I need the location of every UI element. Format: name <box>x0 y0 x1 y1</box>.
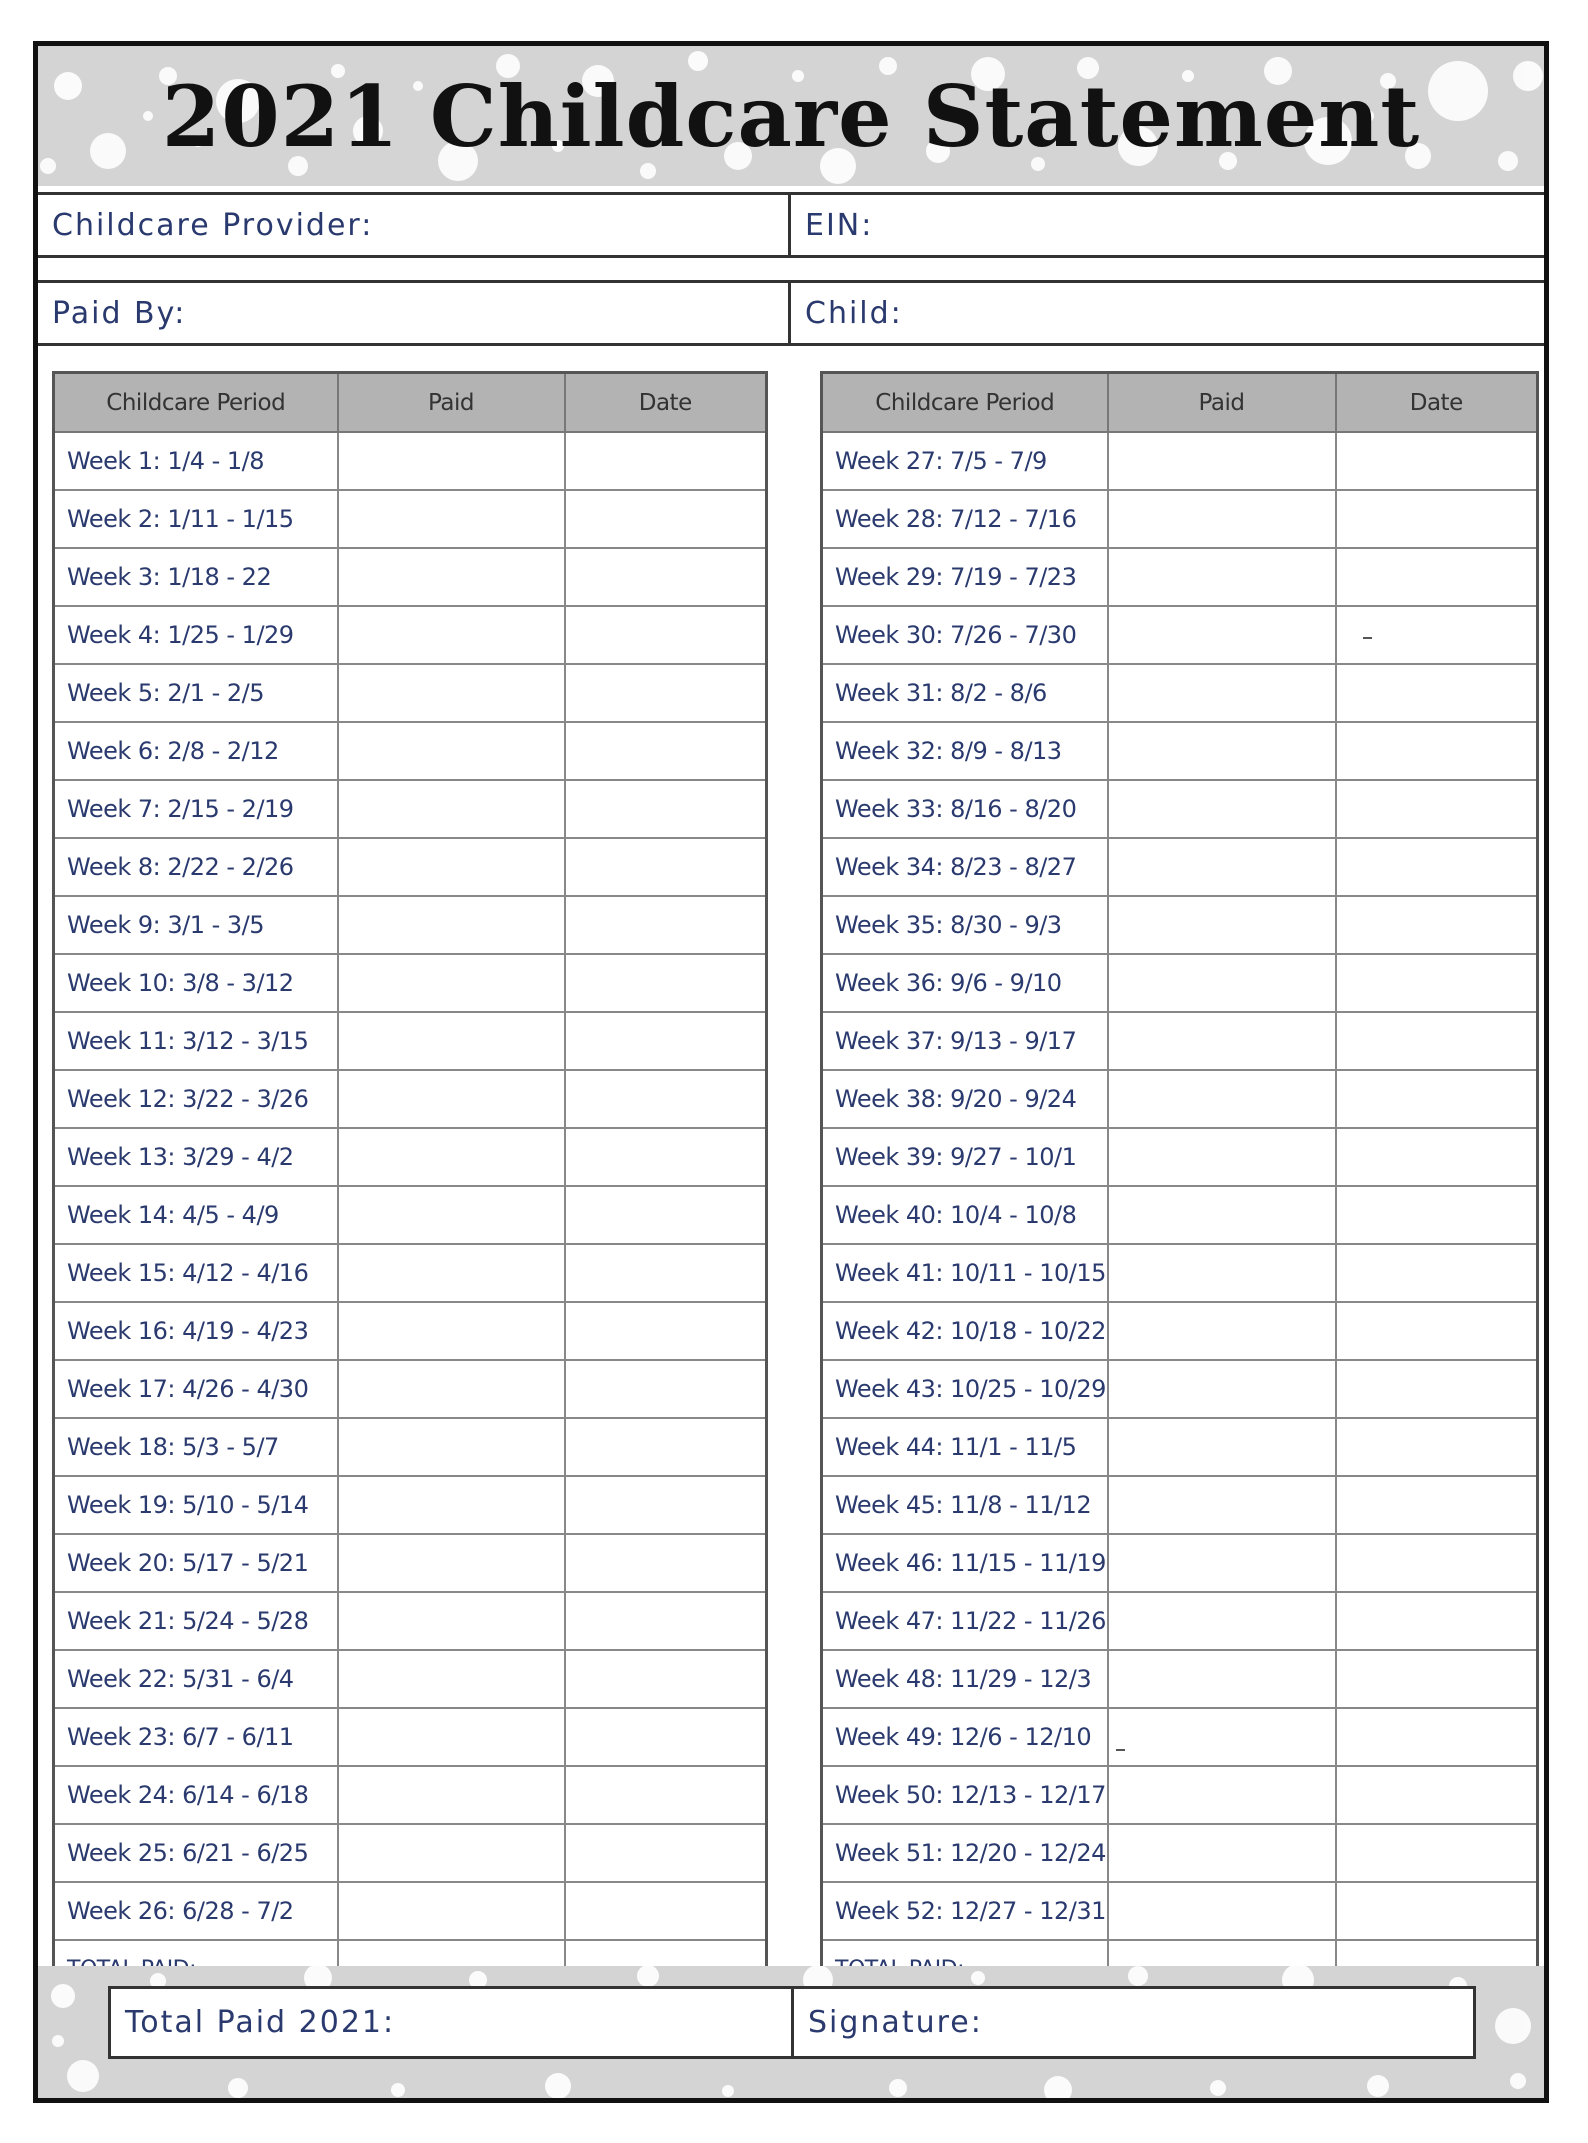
child-label: Child: <box>805 295 903 331</box>
paid-cell[interactable] <box>1108 1882 1336 1940</box>
week-period: Week 40: 10/4 - 10/8 <box>822 1186 1108 1244</box>
paid-cell[interactable] <box>338 548 565 606</box>
paid-cell[interactable] <box>338 1302 565 1360</box>
signature-field[interactable] <box>794 1989 1473 2056</box>
paid-cell[interactable] <box>1108 1302 1336 1360</box>
week-row <box>822 1070 1538 1128</box>
ein-label: EIN: <box>805 207 874 243</box>
week-period: Week 45: 11/8 - 11/12 <box>822 1476 1108 1534</box>
paid-cell[interactable] <box>338 1360 565 1418</box>
paid-cell[interactable] <box>338 606 565 664</box>
week-period: Week 21: 5/24 - 5/28 <box>54 1592 338 1650</box>
week-period: Week 25: 6/21 - 6/25 <box>54 1824 338 1882</box>
date-cell[interactable] <box>565 432 767 490</box>
date-cell[interactable] <box>1336 1012 1538 1070</box>
week-row <box>822 606 1538 664</box>
week-period: Week 17: 4/26 - 4/30 <box>54 1360 338 1418</box>
week-row <box>822 1824 1538 1882</box>
week-row <box>822 780 1538 838</box>
date-cell[interactable] <box>1336 606 1538 664</box>
paid-cell[interactable] <box>338 1882 565 1940</box>
date-cell[interactable] <box>1336 1476 1538 1534</box>
date-cell[interactable] <box>565 1302 767 1360</box>
table-header-row <box>822 373 1538 433</box>
week-row <box>54 1534 767 1592</box>
week-row <box>822 1128 1538 1186</box>
week-period: Week 27: 7/5 - 7/9 <box>822 432 1108 490</box>
date-cell[interactable] <box>1336 1882 1538 1940</box>
week-row <box>822 1418 1538 1476</box>
week-row <box>54 838 767 896</box>
week-period: Week 30: 7/26 - 7/30 <box>822 606 1108 664</box>
date-cell[interactable] <box>1336 1766 1538 1824</box>
week-row <box>822 896 1538 954</box>
date-cell[interactable] <box>1336 954 1538 1012</box>
date-cell[interactable] <box>565 722 767 780</box>
week-period: Week 41: 10/11 - 10/15 <box>822 1244 1108 1302</box>
paid-cell[interactable] <box>338 1824 565 1882</box>
week-row <box>54 1186 767 1244</box>
week-period: Week 39: 9/27 - 10/1 <box>822 1128 1108 1186</box>
date-cell[interactable] <box>565 490 767 548</box>
week-row <box>54 1302 767 1360</box>
date-cell[interactable] <box>1336 1534 1538 1592</box>
week-period: Week 5: 2/1 - 2/5 <box>54 664 338 722</box>
paid-cell[interactable] <box>338 954 565 1012</box>
paid-cell[interactable] <box>1108 1128 1336 1186</box>
paid-cell[interactable] <box>338 838 565 896</box>
week-row <box>54 780 767 838</box>
date-cell[interactable] <box>565 1070 767 1128</box>
date-cell[interactable] <box>1336 1360 1538 1418</box>
week-period: Week 13: 3/29 - 4/2 <box>54 1128 338 1186</box>
paid-cell[interactable] <box>1108 664 1336 722</box>
week-row <box>822 1534 1538 1592</box>
paid-cell[interactable] <box>1108 1360 1336 1418</box>
week-row <box>822 1244 1538 1302</box>
week-period: Week 2: 1/11 - 1/15 <box>54 490 338 548</box>
week-period: Week 38: 9/20 - 9/24 <box>822 1070 1108 1128</box>
week-row <box>54 606 767 664</box>
week-row <box>54 722 767 780</box>
week-row <box>822 1302 1538 1360</box>
week-period: Week 9: 3/1 - 3/5 <box>54 896 338 954</box>
page-title: 2021 Childcare Statement <box>161 66 1421 166</box>
week-row <box>54 548 767 606</box>
date-cell[interactable] <box>565 1244 767 1302</box>
week-row <box>822 1592 1538 1650</box>
column-header-paid: Paid <box>1108 373 1336 433</box>
total-paid-field[interactable] <box>111 1989 794 2056</box>
date-cell[interactable] <box>1336 548 1538 606</box>
paid-by-row <box>38 280 1544 346</box>
date-cell[interactable] <box>1336 1244 1538 1302</box>
date-cell[interactable] <box>565 1708 767 1766</box>
week-row <box>54 1650 767 1708</box>
date-cell[interactable] <box>565 1650 767 1708</box>
paid-cell[interactable] <box>338 1766 565 1824</box>
date-cell[interactable] <box>565 838 767 896</box>
week-period: Week 22: 5/31 - 6/4 <box>54 1650 338 1708</box>
week-period: Week 52: 12/27 - 12/31 <box>822 1882 1108 1940</box>
paid-cell[interactable] <box>338 664 565 722</box>
paid-cell[interactable] <box>338 1592 565 1650</box>
week-row <box>822 722 1538 780</box>
week-period: Week 10: 3/8 - 3/12 <box>54 954 338 1012</box>
paid-cell[interactable] <box>1108 1418 1336 1476</box>
week-period: Week 49: 12/6 - 12/10 <box>822 1708 1108 1766</box>
date-cell[interactable] <box>565 664 767 722</box>
week-period: Week 31: 8/2 - 8/6 <box>822 664 1108 722</box>
paid-cell[interactable] <box>1108 1534 1336 1592</box>
date-cell[interactable] <box>565 1882 767 1940</box>
week-row <box>54 490 767 548</box>
week-row <box>54 1766 767 1824</box>
date-cell[interactable] <box>565 1012 767 1070</box>
date-cell[interactable] <box>1336 780 1538 838</box>
paid-cell[interactable] <box>1108 548 1336 606</box>
week-row <box>822 1012 1538 1070</box>
paid-cell[interactable] <box>338 1534 565 1592</box>
paid-cell[interactable] <box>338 1244 565 1302</box>
week-row <box>54 1824 767 1882</box>
week-period: Week 11: 3/12 - 3/15 <box>54 1012 338 1070</box>
week-period: Week 1: 1/4 - 1/8 <box>54 432 338 490</box>
paid-cell[interactable] <box>1108 1708 1336 1766</box>
date-cell[interactable] <box>565 1592 767 1650</box>
week-period: Week 26: 6/28 - 7/2 <box>54 1882 338 1940</box>
week-period: Week 44: 11/1 - 11/5 <box>822 1418 1108 1476</box>
week-period: Week 33: 8/16 - 8/20 <box>822 780 1108 838</box>
week-row <box>822 1186 1538 1244</box>
week-row <box>822 1882 1538 1940</box>
column-header-period: Childcare Period <box>822 373 1108 433</box>
provider-label: Childcare Provider: <box>52 207 374 243</box>
column-header-period: Childcare Period <box>54 373 338 433</box>
paid-cell[interactable] <box>1108 954 1336 1012</box>
week-period: Week 19: 5/10 - 5/14 <box>54 1476 338 1534</box>
table-header-row <box>54 373 767 433</box>
provider-field[interactable] <box>38 195 791 255</box>
statement-sheet <box>33 41 1549 2103</box>
paid-cell[interactable] <box>338 1708 565 1766</box>
week-row <box>822 432 1538 490</box>
paid-cell[interactable] <box>1108 1070 1336 1128</box>
paid-cell[interactable] <box>1108 838 1336 896</box>
week-row <box>54 1360 767 1418</box>
paid-cell[interactable] <box>1108 1650 1336 1708</box>
paid-cell[interactable] <box>338 1476 565 1534</box>
week-period: Week 3: 1/18 - 22 <box>54 548 338 606</box>
week-row <box>822 1360 1538 1418</box>
week-period: Week 48: 11/29 - 12/3 <box>822 1650 1108 1708</box>
date-cell[interactable] <box>565 606 767 664</box>
date-cell[interactable] <box>1336 896 1538 954</box>
week-period: Week 29: 7/19 - 7/23 <box>822 548 1108 606</box>
week-row <box>822 1766 1538 1824</box>
week-period: Week 12: 3/22 - 3/26 <box>54 1070 338 1128</box>
week-row <box>822 954 1538 1012</box>
date-cell[interactable] <box>1336 722 1538 780</box>
column-header-date: Date <box>1336 373 1538 433</box>
week-row <box>54 1708 767 1766</box>
stray-mark <box>1116 1749 1125 1751</box>
date-cell[interactable] <box>1336 1418 1538 1476</box>
paid-by-field[interactable] <box>38 283 791 343</box>
paid-cell[interactable] <box>1108 1186 1336 1244</box>
week-row <box>822 548 1538 606</box>
week-period: Week 23: 6/7 - 6/11 <box>54 1708 338 1766</box>
paid-cell[interactable] <box>338 1650 565 1708</box>
week-row <box>54 1012 767 1070</box>
paid-cell[interactable] <box>338 722 565 780</box>
stray-mark <box>1363 637 1372 639</box>
week-period: Week 42: 10/18 - 10/22 <box>822 1302 1108 1360</box>
paid-cell[interactable] <box>1108 722 1336 780</box>
date-cell[interactable] <box>1336 1592 1538 1650</box>
paid-cell[interactable] <box>338 896 565 954</box>
total-paid-label: Total Paid 2021: <box>125 2005 396 2040</box>
week-row <box>822 664 1538 722</box>
week-row <box>822 838 1538 896</box>
paid-cell[interactable] <box>338 1186 565 1244</box>
week-period: Week 6: 2/8 - 2/12 <box>54 722 338 780</box>
week-period: Week 43: 10/25 - 10/29 <box>822 1360 1108 1418</box>
paid-cell[interactable] <box>338 780 565 838</box>
week-row <box>822 1650 1538 1708</box>
paid-cell[interactable] <box>1108 896 1336 954</box>
date-cell[interactable] <box>1336 432 1538 490</box>
weeks-table-jul-dec <box>820 371 1539 2000</box>
week-period: Week 8: 2/22 - 2/26 <box>54 838 338 896</box>
week-period: Week 20: 5/17 - 5/21 <box>54 1534 338 1592</box>
week-row <box>54 896 767 954</box>
week-row <box>822 1476 1538 1534</box>
week-period: Week 28: 7/12 - 7/16 <box>822 490 1108 548</box>
date-cell[interactable] <box>1336 1650 1538 1708</box>
date-cell[interactable] <box>565 1128 767 1186</box>
child-field[interactable] <box>791 283 1544 343</box>
week-period: Week 36: 9/6 - 9/10 <box>822 954 1108 1012</box>
paid-by-label: Paid By: <box>52 295 187 331</box>
provider-row <box>38 192 1544 258</box>
week-period: Week 4: 1/25 - 1/29 <box>54 606 338 664</box>
column-header-paid: Paid <box>338 373 565 433</box>
date-cell[interactable] <box>1336 838 1538 896</box>
ein-field[interactable] <box>791 195 1544 255</box>
footer-form <box>108 1986 1476 2059</box>
paid-cell[interactable] <box>1108 1244 1336 1302</box>
paid-cell[interactable] <box>338 1128 565 1186</box>
week-period: Week 35: 8/30 - 9/3 <box>822 896 1108 954</box>
week-row <box>54 1592 767 1650</box>
date-cell[interactable] <box>565 548 767 606</box>
paid-cell[interactable] <box>338 432 565 490</box>
week-period: Week 7: 2/15 - 2/19 <box>54 780 338 838</box>
date-cell[interactable] <box>1336 1708 1538 1766</box>
paid-cell[interactable] <box>1108 1766 1336 1824</box>
week-row <box>54 954 767 1012</box>
paid-cell[interactable] <box>1108 1476 1336 1534</box>
week-period: Week 18: 5/3 - 5/7 <box>54 1418 338 1476</box>
date-cell[interactable] <box>565 1766 767 1824</box>
week-period: Week 14: 4/5 - 4/9 <box>54 1186 338 1244</box>
weeks-table-jan-jun <box>52 371 768 2000</box>
date-cell[interactable] <box>1336 1824 1538 1882</box>
signature-label: Signature: <box>808 2005 983 2040</box>
date-cell[interactable] <box>565 1476 767 1534</box>
week-period: Week 37: 9/13 - 9/17 <box>822 1012 1108 1070</box>
date-cell[interactable] <box>1336 490 1538 548</box>
paid-cell[interactable] <box>338 490 565 548</box>
column-header-date: Date <box>565 373 767 433</box>
paid-cell[interactable] <box>1108 1012 1336 1070</box>
paid-cell[interactable] <box>338 1070 565 1128</box>
week-period: Week 51: 12/20 - 12/24 <box>822 1824 1108 1882</box>
week-row <box>54 1476 767 1534</box>
week-row <box>54 1882 767 1940</box>
date-cell[interactable] <box>565 1418 767 1476</box>
paid-cell[interactable] <box>338 1418 565 1476</box>
date-cell[interactable] <box>1336 1070 1538 1128</box>
week-period: Week 32: 8/9 - 8/13 <box>822 722 1108 780</box>
date-cell[interactable] <box>1336 664 1538 722</box>
paid-cell[interactable] <box>1108 780 1336 838</box>
date-cell[interactable] <box>565 954 767 1012</box>
date-cell[interactable] <box>1336 1128 1538 1186</box>
paid-cell[interactable] <box>1108 1592 1336 1650</box>
date-cell[interactable] <box>565 1824 767 1882</box>
week-period: Week 46: 11/15 - 11/19 <box>822 1534 1108 1592</box>
week-row <box>822 1708 1538 1766</box>
date-cell[interactable] <box>565 1534 767 1592</box>
week-row <box>54 664 767 722</box>
week-period: Week 16: 4/19 - 4/23 <box>54 1302 338 1360</box>
paid-cell[interactable] <box>338 1012 565 1070</box>
date-cell[interactable] <box>1336 1186 1538 1244</box>
week-period: Week 24: 6/14 - 6/18 <box>54 1766 338 1824</box>
date-cell[interactable] <box>565 780 767 838</box>
date-cell[interactable] <box>565 896 767 954</box>
week-row <box>54 1128 767 1186</box>
date-cell[interactable] <box>1336 1302 1538 1360</box>
title-banner <box>38 46 1544 186</box>
week-period: Week 47: 11/22 - 11/26 <box>822 1592 1108 1650</box>
week-row <box>54 1244 767 1302</box>
week-period: Week 34: 8/23 - 8/27 <box>822 838 1108 896</box>
week-row <box>54 1070 767 1128</box>
week-period: Week 15: 4/12 - 4/16 <box>54 1244 338 1302</box>
date-cell[interactable] <box>565 1360 767 1418</box>
paid-cell[interactable] <box>1108 606 1336 664</box>
week-row <box>54 432 767 490</box>
paid-cell[interactable] <box>1108 1824 1336 1882</box>
week-row <box>822 490 1538 548</box>
paid-cell[interactable] <box>1108 490 1336 548</box>
paid-cell[interactable] <box>1108 432 1336 490</box>
week-row <box>54 1418 767 1476</box>
week-period: Week 50: 12/13 - 12/17 <box>822 1766 1108 1824</box>
date-cell[interactable] <box>565 1186 767 1244</box>
